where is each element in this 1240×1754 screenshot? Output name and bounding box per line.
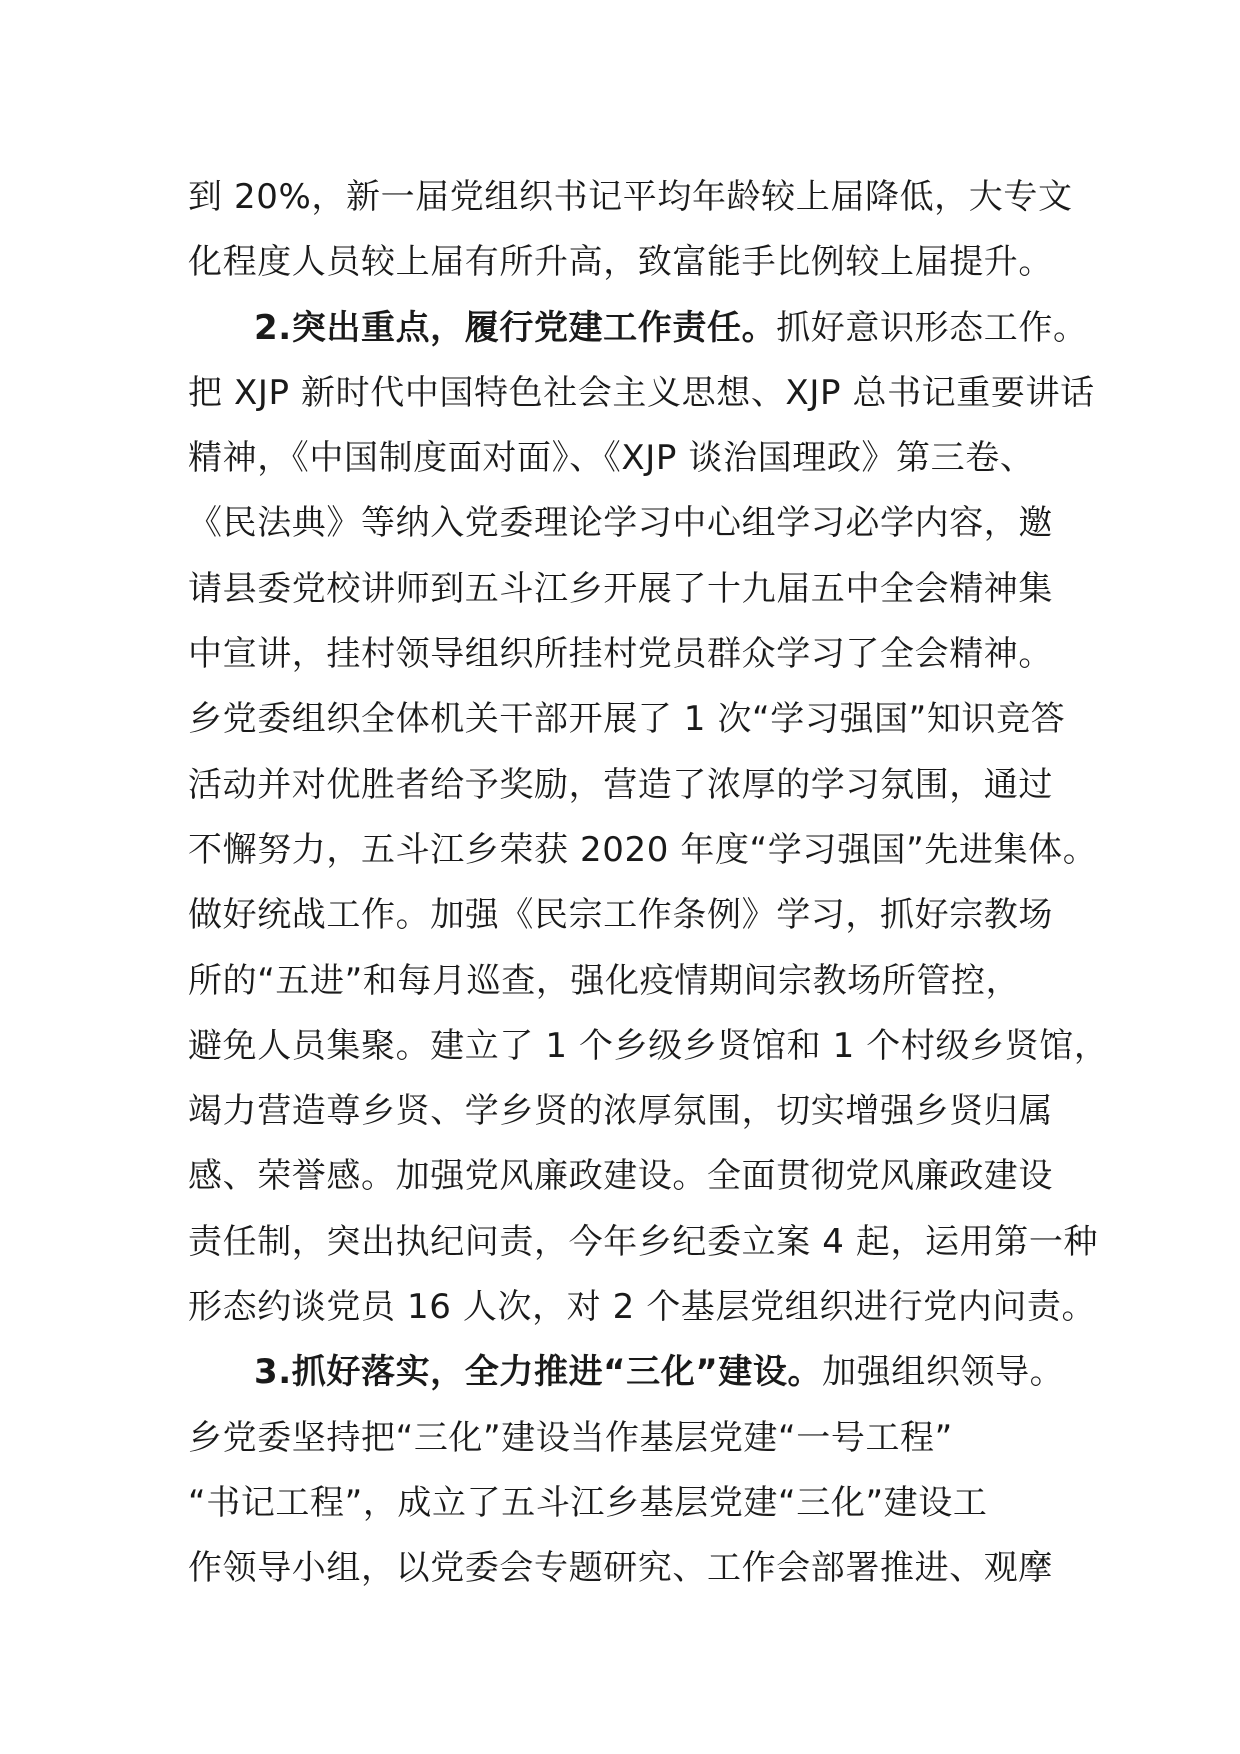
body-line: 乡党委坚持把“三化”建设当作基层党建“一号工程” [188,1417,953,1458]
body-line: 到 20%，新一届党组织书记平均年龄较上届降低，大专文 [188,177,1073,217]
body-line: 请县委党校讲师到五斗江乡开展了十九届五中全会精神集 [188,568,1053,609]
body-line: 活动并对优胜者给予奖励，营造了浓厚的学习氛围，通过 [188,764,1053,805]
body-line: 做好统战工作。加强《民宗工作条例》学习，抓好宗教场 [188,895,1053,936]
body-line: 所的“五进”和每月巡查，强化疫情期间宗教场所管控， [188,960,1021,1001]
section-3-line [188,1340,1068,1405]
body-line: 感、荣誉感。加强党风廉政建设。全面贯彻党风廉政建设 [188,1156,1053,1197]
body-line: 化程度人员较上届有所升高，致富能手比例较上届提升。 [188,242,1053,283]
body-line: 避免人员集聚。建立了 1 个乡级乡贤馆和 1 个村级乡贤馆， [188,1025,1109,1066]
body-line: 竭力营造尊乡贤、学乡贤的浓厚氛围，切实增强乡贤归属 [188,1091,1053,1132]
section-2-line [188,296,1088,361]
body-line: 中宣讲，挂村领导组织所挂村党员群众学习了全会精神。 [188,634,1053,675]
body-line: 把 XJP 新时代中国特色社会主义思想、XJP 总书记重要讲话 [188,372,1095,413]
body-line: “书记工程”，成立了五斗江乡基层党建“三化”建设工 [188,1482,988,1523]
body-line: 《民法典》等纳入党委理论学习中心组学习必学内容，邀 [188,503,1053,544]
body-line: 乡党委组织全体机关干部开展了 1 次“学习强国”知识竞答 [188,699,1066,740]
section-3-lead: 加强组织领导。 [822,1352,1065,1393]
body-line: 精神，《中国制度面对面》、《XJP 谈治国理政》第三卷、 [188,438,1035,479]
body-line: 作领导小组，以党委会专题研究、工作会部署推进、观摩 [188,1548,1053,1589]
section-3-heading: 3.抓好落实，全力推进“三化”建设。 [254,1352,823,1393]
body-line: 责任制，突出执纪问责，今年乡纪委立案 4 起，运用第一种 [188,1221,1099,1262]
section-2-lead: 抓好意识形态工作。 [776,307,1088,348]
body-line: 形态约谈党员 16 人次，对 2 个基层党组织进行党内问责。 [188,1287,1097,1328]
document-body [188,165,1109,1602]
body-line: 不懈努力，五斗江乡荣获 2020 年度“学习强国”先进集体。 [188,829,1098,870]
section-2-heading: 2.突出重点，履行党建工作责任。 [254,307,777,348]
